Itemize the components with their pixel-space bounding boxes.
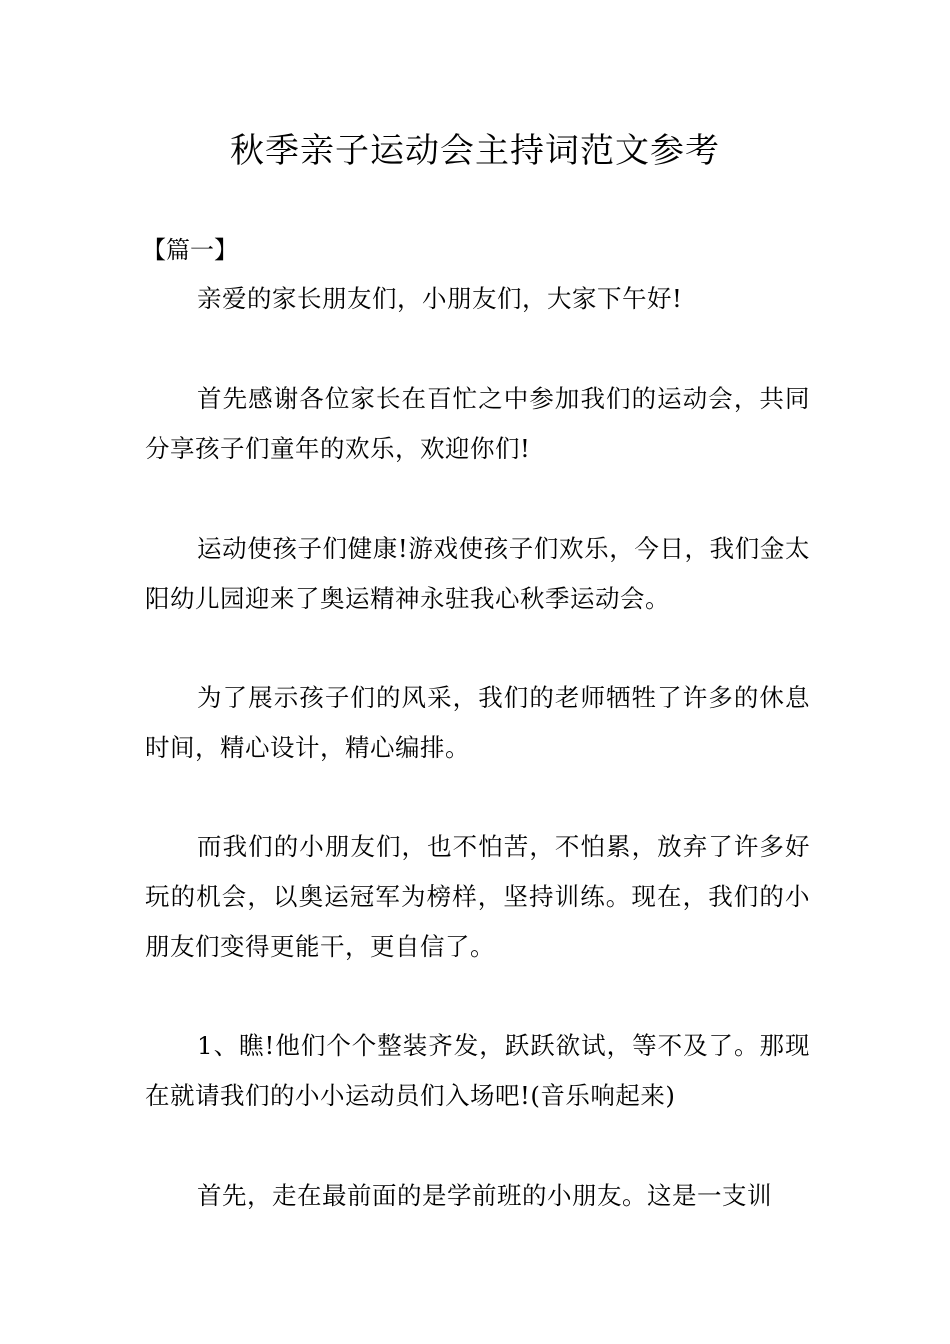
paragraph-first-class: 首先，走在最前面的是学前班的小朋友。这是一支训 xyxy=(197,1181,772,1210)
paragraph-thanks: 首先感谢各位家长在百忙之中参加我们的运动会，共同分享孩子们童年的欢乐，欢迎你们! xyxy=(145,384,810,463)
section-label: 【篇一】 xyxy=(142,236,238,264)
paragraph-event-intro: 运动使孩子们健康!游戏使孩子们欢乐，今日，我们金太阳幼儿园迎来了奥运精神永驻我心秋季运动会。 xyxy=(145,534,810,613)
paragraph-greeting: 亲爱的家长朋友们，小朋友们，大家下午好! xyxy=(197,284,683,313)
paragraph-children: 而我们的小朋友们，也不怕苦，不怕累，放弃了许多好玩的机会，以奥运冠军为榜样，坚持训练。现在，我们的小朋友们变得更能干，更自信了。 xyxy=(145,832,810,961)
paragraph-entrance: 1、瞧!他们个个整装齐发，跃跃欲试，等不及了。那现在就请我们的小小运动员们入场吧!(音乐响起来) xyxy=(145,1031,810,1110)
document-title: 秋季亲子运动会主持词范文参考 xyxy=(230,131,720,171)
paragraph-teachers: 为了展示孩子们的风采，我们的老师牺牲了许多的休息时间，精心设计，精心编排。 xyxy=(145,683,810,762)
